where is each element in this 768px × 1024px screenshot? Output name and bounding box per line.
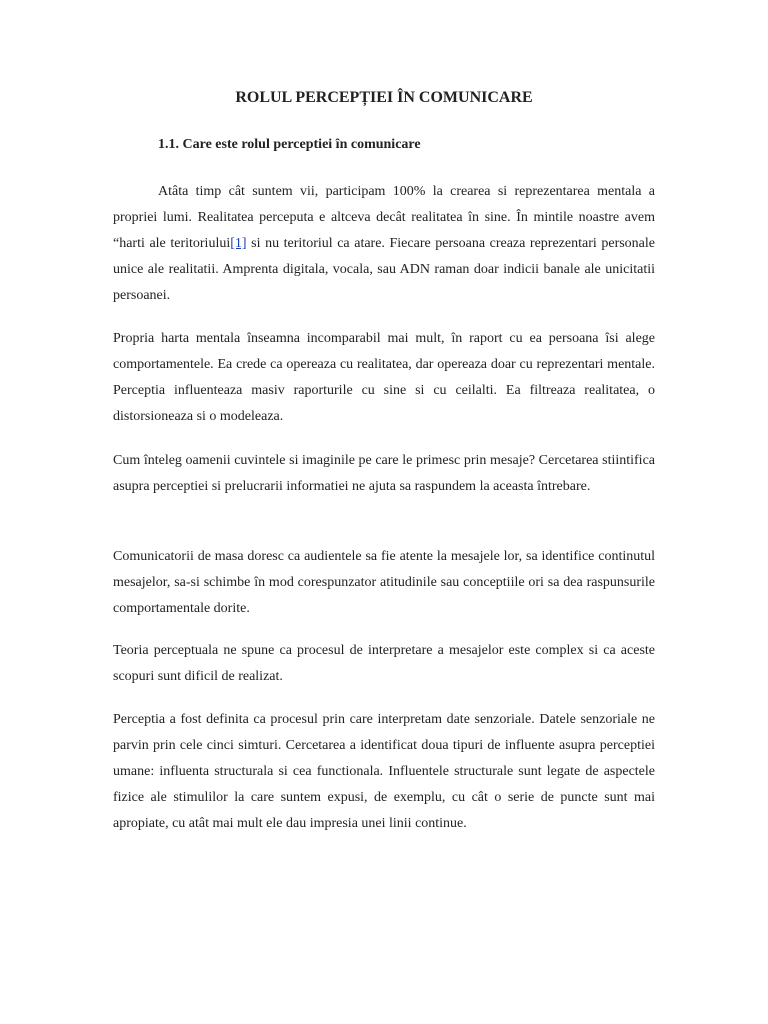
paragraph-6: Perceptia a fost definita ca procesul prin care interpretam date senzoriale. Datele senzoriale ne parvin prin cele cinci simturi. Cercetarea a identificat doua tipuri de influente asupra perceptiei umane: influenta structurala si cea functionala. Influentele structurale sunt legate de aspectele fizice ale stimulilor la care suntem expusi, de exemplu, cu cât o serie de puncte sunt mai apropiate, cu atât mai mult ele dau impresia unei linii continue. <box>113 712 655 831</box>
paragraph-5: Teoria perceptuala ne spune ca procesul de interpretare a mesajelor este complex si ca aceste scopuri sunt dificil de realizat. <box>113 643 655 684</box>
paragraph-4: Comunicatorii de masa doresc ca audientele sa fie atente la mesajele lor, sa identifice continutul mesajelor, sa-si schimbe în mod corespunzator atitudinile sau conceptiile ori sa dea raspunsurile comportamentale dorite. <box>113 549 655 616</box>
document-title: ROLUL PERCEPȚIEI ÎN COMUNICARE <box>235 89 533 106</box>
paragraph-1-text-end: si nu teritoriul ca atare. Fiecare persoana creaza reprezentari personale unice ale realitatii. Amprenta digitala, vocala, sau ADN raman doar indicii banale ale unicitatii persoanei. <box>113 236 655 303</box>
paragraph-1-text-start: Atâta timp cât suntem vii, participam 100% la crearea si reprezentarea mentala a propriei lumi. Realitatea perceputa e altceva decât realitatea în sine. În mintile noastre avem “harti ale teritoriului <box>113 184 655 251</box>
paragraph-1 <box>113 179 655 309</box>
footnote-link[interactable]: [1] <box>230 236 247 251</box>
paragraph-2: Propria harta mentala înseamna incomparabil mai mult, în raport cu ea persoana îsi alege comportamentele. Ea crede ca opereaza cu realitatea, dar opereaza doar cu reprezentari mentale. Perceptia influenteaza masiv raporturile cu sine si cu ceilalti. Ea filtreaza realitatea, o distorsioneaza si o modeleaza. <box>113 331 655 424</box>
paragraph-3: Cum înteleg oamenii cuvintele si imaginile pe care le primesc prin mesaje? Cercetarea stiintifica asupra perceptiei si prelucrarii informatiei ne ajuta sa raspundem la aceasta întrebare. <box>113 453 655 494</box>
section-heading: 1.1. Care este rolul perceptiei în comunicare <box>158 137 421 152</box>
